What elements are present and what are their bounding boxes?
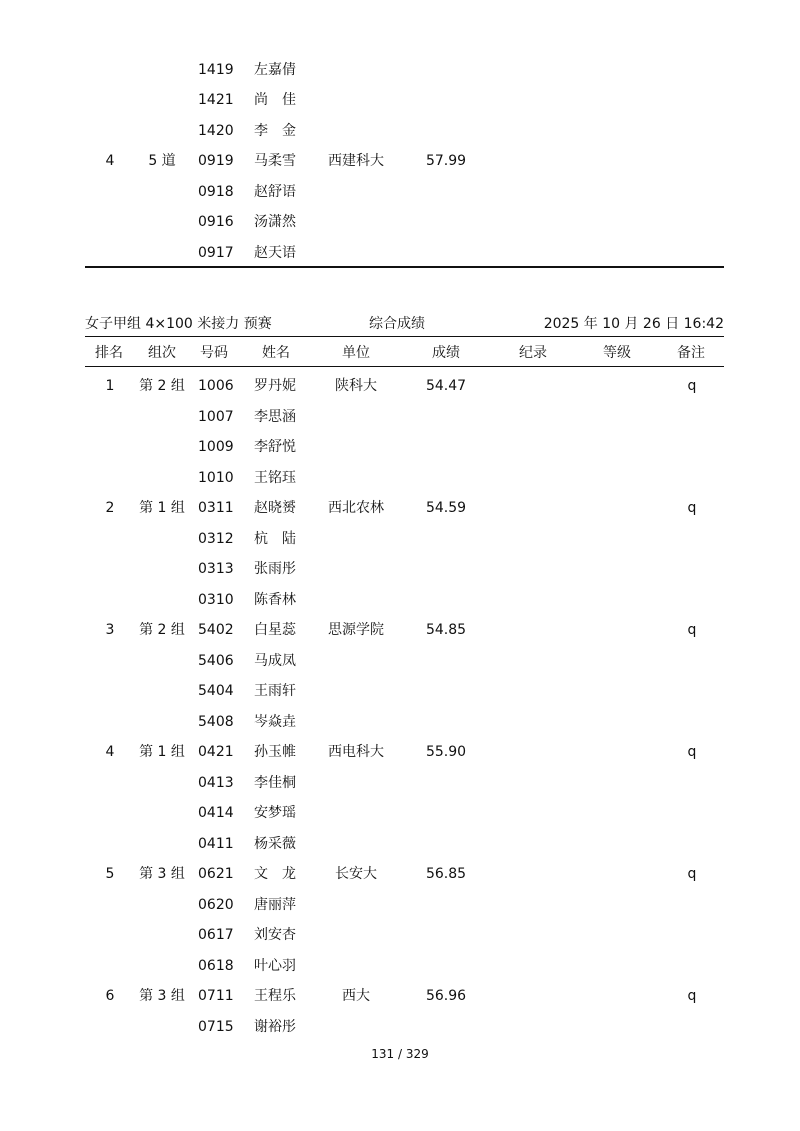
athlete-name: 左嘉倩	[254, 62, 296, 78]
athlete-number: 0917	[198, 245, 234, 261]
athlete-name: 文 龙	[254, 866, 296, 882]
team-note: q	[687, 500, 697, 516]
team-rank: 2	[105, 500, 115, 516]
col-header-level: 等级	[603, 345, 631, 361]
athlete-name: 王程乐	[254, 988, 296, 1004]
team-group: 第 2 组	[139, 622, 185, 638]
athlete-name: 李 金	[254, 123, 296, 139]
athlete-name: 赵天语	[254, 245, 296, 261]
athlete-number: 1420	[198, 123, 234, 139]
team-unit: 陕科大	[335, 378, 377, 394]
athlete-name: 陈香林	[254, 592, 296, 608]
header-top-rule	[85, 336, 724, 337]
athlete-number: 1421	[198, 92, 234, 108]
results-type: 综合成绩	[369, 316, 425, 332]
athlete-name: 白星蕊	[254, 622, 296, 638]
team-result: 56.85	[425, 866, 467, 882]
athlete-number: 0916	[198, 214, 234, 230]
athlete-number: 0310	[198, 592, 234, 608]
team-result: 54.85	[425, 622, 467, 638]
athlete-number: 0414	[198, 805, 234, 821]
athlete-name: 王雨轩	[254, 683, 296, 699]
athlete-number: 0715	[198, 1019, 234, 1035]
athlete-name: 李思涵	[254, 409, 296, 425]
team-note: q	[687, 622, 697, 638]
col-header-result: 成绩	[432, 345, 460, 361]
team-rank: 5	[105, 866, 115, 882]
athlete-name: 杨采薇	[254, 836, 296, 852]
event-datetime: 2025 年 10 月 26 日 16:42	[543, 316, 724, 332]
team-note: q	[687, 988, 697, 1004]
col-header-name: 姓名	[262, 345, 290, 361]
athlete-number: 0918	[198, 184, 234, 200]
athlete-number: 1007	[198, 409, 234, 425]
team-note: q	[687, 378, 697, 394]
athlete-number: 0620	[198, 897, 234, 913]
athlete-number: 1010	[198, 470, 234, 486]
team-unit: 思源学院	[328, 622, 384, 638]
col-header-record: 纪录	[519, 345, 547, 361]
team-result: 54.47	[425, 378, 467, 394]
team-unit: 长安大	[335, 866, 377, 882]
athlete-name: 汤潇然	[254, 214, 296, 230]
section-divider	[85, 266, 724, 268]
athlete-name: 罗丹妮	[254, 378, 296, 394]
team-rank: 3	[105, 622, 115, 638]
team-unit: 西北农林	[328, 500, 384, 516]
athlete-number: 0617	[198, 927, 234, 943]
athlete-name: 赵舒语	[254, 184, 296, 200]
team-unit: 西电科大	[328, 744, 384, 760]
athlete-number: 0711	[198, 988, 234, 1004]
team-note: q	[687, 866, 697, 882]
athlete-name: 尚 佳	[254, 92, 296, 108]
athlete-number: 5406	[198, 653, 234, 669]
athlete-number: 0919	[198, 153, 234, 169]
col-header-number: 号码	[200, 345, 228, 361]
team-rank: 4	[105, 744, 115, 760]
athlete-number: 5408	[198, 714, 234, 730]
team-group: 第 3 组	[139, 988, 185, 1004]
team-group: 第 2 组	[139, 378, 185, 394]
athlete-name: 马柔雪	[254, 153, 296, 169]
team-rank: 6	[105, 988, 115, 1004]
athlete-name: 杭 陆	[254, 531, 296, 547]
team-rank: 1	[105, 378, 115, 394]
team-lane: 5 道	[148, 153, 176, 169]
athlete-number: 0618	[198, 958, 234, 974]
athlete-name: 安梦瑶	[254, 805, 296, 821]
header-bottom-rule	[85, 366, 724, 367]
team-result: 57.99	[425, 153, 467, 169]
athlete-number: 0413	[198, 775, 234, 791]
athlete-number: 0311	[198, 500, 234, 516]
athlete-number: 1419	[198, 62, 234, 78]
athlete-number: 0313	[198, 561, 234, 577]
athlete-name: 孙玉帷	[254, 744, 296, 760]
team-result: 55.90	[425, 744, 467, 760]
athlete-name: 岑焱垚	[254, 714, 296, 730]
team-unit: 西建科大	[328, 153, 384, 169]
athlete-number: 5402	[198, 622, 234, 638]
team-group: 第 1 组	[139, 744, 185, 760]
page-number: 131 / 329	[371, 1047, 429, 1061]
athlete-name: 赵晓赟	[254, 500, 296, 516]
team-result: 54.59	[425, 500, 467, 516]
team-note: q	[687, 744, 697, 760]
col-header-rank: 排名	[95, 345, 123, 361]
athlete-name: 李佳桐	[254, 775, 296, 791]
athlete-name: 叶心羽	[254, 958, 296, 974]
athlete-number: 0421	[198, 744, 234, 760]
athlete-number: 0411	[198, 836, 234, 852]
event-title: 女子甲组 4×100 米接力 预赛	[85, 316, 272, 332]
athlete-name: 唐丽萍	[254, 897, 296, 913]
team-group: 第 1 组	[139, 500, 185, 516]
team-unit: 西大	[342, 988, 370, 1004]
team-rank: 4	[105, 153, 115, 169]
team-group: 第 3 组	[139, 866, 185, 882]
col-header-unit: 单位	[342, 345, 370, 361]
athlete-name: 马成凤	[254, 653, 296, 669]
athlete-number: 5404	[198, 683, 234, 699]
athlete-name: 李舒悦	[254, 439, 296, 455]
athlete-number: 0312	[198, 531, 234, 547]
col-header-group: 组次	[148, 345, 176, 361]
athlete-name: 谢裕彤	[254, 1019, 296, 1035]
team-result: 56.96	[425, 988, 467, 1004]
athlete-number: 1009	[198, 439, 234, 455]
athlete-name: 王铭珏	[254, 470, 296, 486]
athlete-name: 刘安杏	[254, 927, 296, 943]
col-header-note: 备注	[677, 345, 705, 361]
athlete-name: 张雨彤	[254, 561, 296, 577]
athlete-number: 1006	[198, 378, 234, 394]
athlete-number: 0621	[198, 866, 234, 882]
